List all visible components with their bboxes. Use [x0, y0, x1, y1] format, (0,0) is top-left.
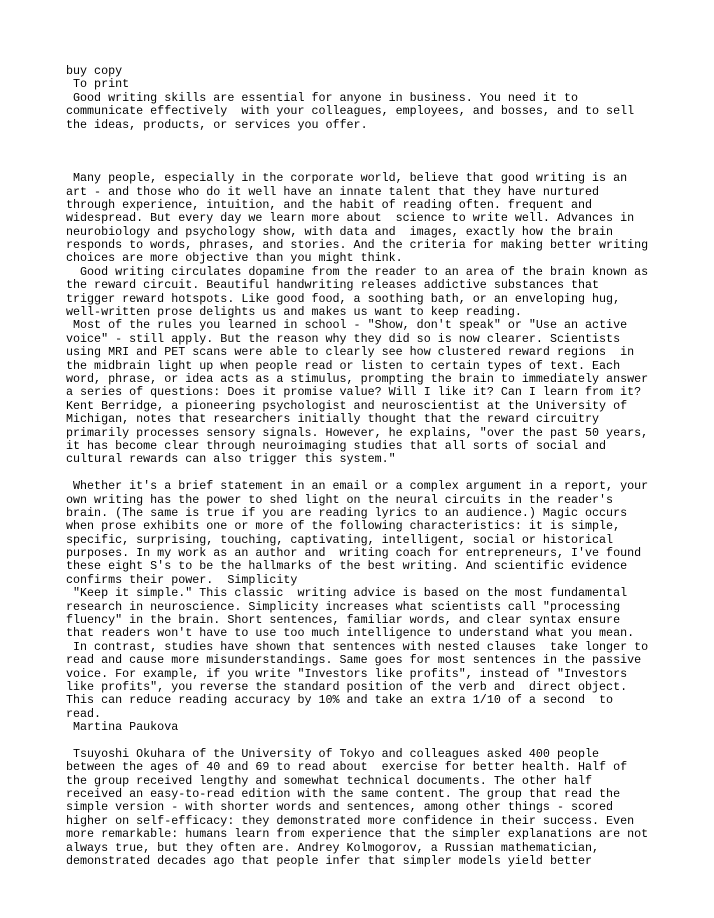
text-line: trigger reward hotspots. Like good food, a soothing bath, or an enveloping hug, — [66, 291, 621, 306]
text-line: Many people, especially in the corporate world, believe that good writing is an — [66, 171, 628, 186]
text-line: Good writing circulates dopamine from the reader to an area of the brain known as — [66, 264, 649, 279]
text-line: through experience, intuition, and the habit of reading often. frequent and — [66, 197, 593, 212]
text-line: read and cause more misunderstandings. Same goes for most sentences in the passive — [66, 653, 642, 668]
text-line: when prose exhibits one or more of the following characteristics: it is simple, — [66, 519, 621, 534]
text-line: cultural rewards can also trigger this system." — [66, 452, 396, 467]
text-line: Most of the rules you learned in school - "Show, don't speak" or "Use an active — [66, 318, 628, 333]
text-line: voice. For example, if you write "Investors like profits", instead of "Investors — [66, 666, 628, 681]
text-line: like profits", you reverse the standard position of the verb and direct object. — [66, 679, 628, 694]
text-line: Tsuyoshi Okuhara of the University of Tokyo and colleagues asked 400 people — [66, 746, 600, 761]
text-line: own writing has the power to shed light on the neural circuits in the reader's — [66, 492, 614, 507]
text-line: Whether it's a brief statement in an email or a complex argument in a report, your — [66, 479, 649, 494]
text-line: it has become clear through neuroimaging studies that all sorts of social and — [66, 438, 607, 453]
text-line: widespread. But every day we learn more about science to write well. Advances in — [66, 211, 635, 226]
text-line: This can reduce reading accuracy by 10% and take an extra 1/10 of a second to — [66, 693, 614, 708]
text-line: received an easy-to-read edition with the same content. The group that read the — [66, 787, 621, 802]
text-line: voice" - still apply. But the reason why they did so is now clearer. Scientists — [66, 331, 621, 346]
text-line: between the ages of 40 and 69 to read about exercise for better health. Half of — [66, 760, 628, 775]
text-line: buy copy — [66, 64, 123, 78]
text-line — [66, 735, 666, 748]
text-line: the group received lengthy and somewhat technical documents. The other half — [66, 773, 593, 788]
text-line: well-written prose delights us and makes us want to keep reading. — [66, 305, 522, 320]
text-line: communicate effectively with your colleagues, employees, and bosses, and to sell — [66, 104, 635, 119]
text-line: research in neuroscience. Simplicity increases what scientists call "processing — [66, 599, 621, 614]
text-line — [66, 145, 666, 158]
text-line — [66, 132, 666, 145]
text-line: always true, but they often are. Andrey Kolmogorov, a Russian mathematician, — [66, 840, 600, 855]
text-line: art - and those who do it well have an innate talent that they have nurtured — [66, 184, 600, 199]
text-line: demonstrated decades ago that people infer that simpler models yield better — [66, 854, 593, 869]
text-line: Michigan, notes that researchers initially thought that the reward circuitry — [66, 412, 600, 427]
text-line: fluency" in the brain. Short sentences, familiar words, and clear syntax ensure — [66, 613, 621, 628]
text-line: the reward circuit. Beautiful handwriting releases addictive substances that — [66, 278, 600, 293]
text-line: Kent Berridge, a pioneering psychologist and neuroscientist at the University of — [66, 398, 628, 413]
text-line: read. — [66, 706, 102, 721]
text-line — [66, 159, 666, 172]
text-line: using MRI and PET scans were able to clearly see how clustered reward regions in — [66, 345, 635, 360]
text-line: To print — [66, 77, 130, 92]
text-line: the midbrain light up when people read or listen to certain types of text. Each — [66, 358, 621, 373]
text-line: In contrast, studies have shown that sentences with nested clauses take longer to — [66, 639, 649, 654]
text-line: confirms their power. Simplicity — [66, 572, 298, 587]
text-line: word, phrase, or idea acts as a stimulus, prompting the brain to immediately answer — [66, 371, 649, 386]
text-line: choices are more objective than you might think. — [66, 251, 403, 266]
text-line: purposes. In my work as an author and writing coach for entrepreneurs, I've found — [66, 546, 642, 561]
text-line: responds to words, phrases, and stories. And the criteria for making better writing — [66, 238, 649, 253]
text-line: the ideas, products, or services you offer. — [66, 117, 368, 132]
text-line: these eight S's to be the hallmarks of the best writing. And scientific evidence — [66, 559, 628, 574]
text-line: brain. (The same is true if you are reading lyrics to an audience.) Magic occurs — [66, 505, 628, 520]
text-line: primarily processes sensory signals. However, he explains, "over the past 50 years, — [66, 425, 649, 440]
text-line — [66, 467, 666, 480]
text-line: a series of questions: Does it promise value? Will I like it? Can I learn from it? — [66, 385, 642, 400]
text-line: "Keep it simple." This classic writing advice is based on the most fundamental — [66, 586, 628, 601]
text-line: simple version - with shorter words and sentences, among other things - scored — [66, 800, 614, 815]
document-text — [66, 65, 666, 868]
text-line: higher on self-efficacy: they demonstrated more confidence in their success. Even — [66, 813, 635, 828]
text-line: Good writing skills are essential for anyone in business. You need it to — [66, 90, 578, 105]
text-line: neurobiology and psychology show, with data and images, exactly how the brain — [66, 224, 614, 239]
text-line: Martina Paukova — [66, 720, 179, 735]
text-line: that readers won't have to use too much intelligence to understand what you mean. — [66, 626, 635, 641]
text-line: specific, surprising, touching, captivating, intelligent, social or historical — [66, 532, 614, 547]
text-line: more remarkable: humans learn from experience that the simpler explanations are not — [66, 827, 649, 842]
